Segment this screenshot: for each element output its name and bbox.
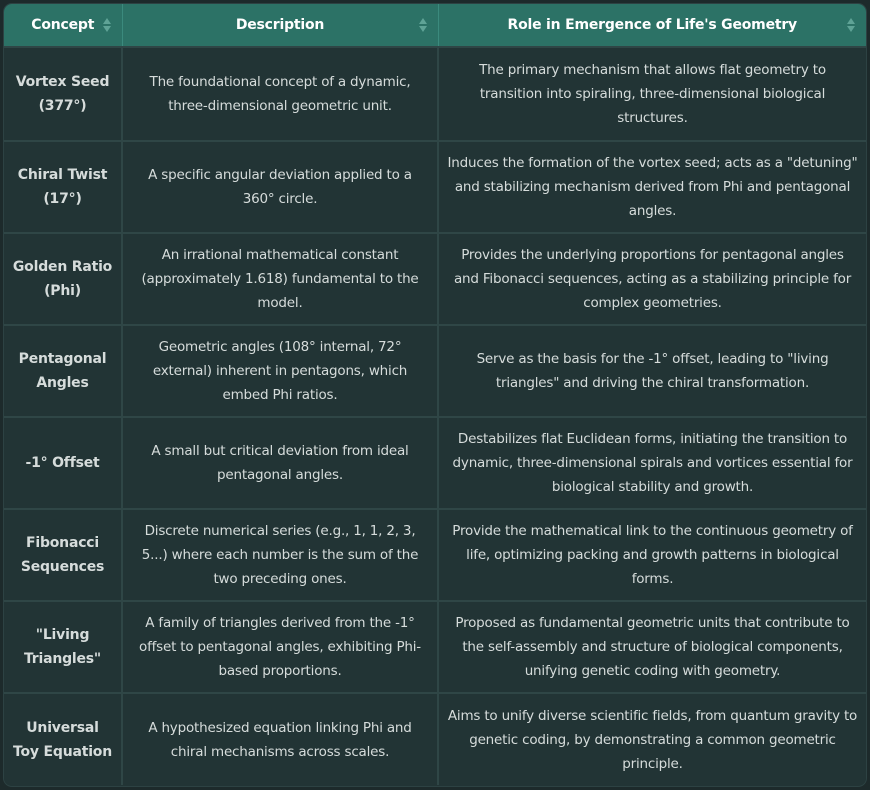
role-cell: Induces the formation of the vortex seed; acts as a "detuning" and stabilizing mechanism derived from Phi and pentagonal angles.	[438, 141, 866, 233]
description-cell: A family of triangles derived from the -1° offset to pentagonal angles, exhibiting Phi-based proportions.	[122, 601, 438, 693]
header-row	[4, 4, 866, 47]
header-description[interactable]	[122, 4, 438, 47]
table-row	[4, 47, 866, 141]
description-cell: The foundational concept of a dynamic, three-dimensional geometric unit.	[122, 47, 438, 141]
role-cell: Proposed as fundamental geometric units that contribute to the self-assembly and structure of biological components, unifying genetic coding with geometry.	[438, 601, 866, 693]
concept-table	[4, 4, 866, 785]
table-row	[4, 141, 866, 233]
sort-icon[interactable]	[102, 17, 112, 33]
role-cell: Destabilizes flat Euclidean forms, initiating the transition to dynamic, three-dimensional spirals and vortices essential for biological stability and growth.	[438, 417, 866, 509]
description-cell: A specific angular deviation applied to a 360° circle.	[122, 141, 438, 233]
role-cell: Provide the mathematical link to the continuous geometry of life, optimizing packing and growth patterns in biological forms.	[438, 509, 866, 601]
description-cell: A small but critical deviation from ideal pentagonal angles.	[122, 417, 438, 509]
table-row	[4, 417, 866, 509]
role-cell: The primary mechanism that allows flat geometry to transition into spiraling, three-dimensional biological structures.	[438, 47, 866, 141]
concept-cell: -1° Offset	[4, 417, 122, 509]
concept-cell: Universal Toy Equation	[4, 693, 122, 785]
table-row	[4, 601, 866, 693]
concept-cell: Pentagonal Angles	[4, 325, 122, 417]
table-row	[4, 509, 866, 601]
concept-cell: Chiral Twist (17°)	[4, 141, 122, 233]
table-row	[4, 233, 866, 325]
concept-cell: Fibonacci Sequences	[4, 509, 122, 601]
header-concept[interactable]	[4, 4, 122, 47]
header-description-label: Description	[235, 17, 325, 33]
description-cell: Discrete numerical series (e.g., 1, 1, 2, 3, 5...) where each number is the sum of the two preceding ones.	[122, 509, 438, 601]
role-cell: Aims to unify diverse scientific fields, from quantum gravity to genetic coding, by demonstrating a common geometric principle.	[438, 693, 866, 785]
header-role-label: Role in Emergence of Life's Geometry	[507, 17, 797, 33]
description-cell: Geometric angles (108° internal, 72° external) inherent in pentagons, which embed Phi ratios.	[122, 325, 438, 417]
table-row	[4, 325, 866, 417]
description-cell: A hypothesized equation linking Phi and chiral mechanisms across scales.	[122, 693, 438, 785]
role-cell: Serve as the basis for the -1° offset, leading to "living triangles" and driving the chiral transformation.	[438, 325, 866, 417]
description-cell: An irrational mathematical constant (approximately 1.618) fundamental to the model.	[122, 233, 438, 325]
concept-cell: "Living Triangles"	[4, 601, 122, 693]
header-role[interactable]	[438, 4, 866, 47]
sort-icon[interactable]	[418, 17, 428, 33]
table-row	[4, 693, 866, 785]
sort-icon[interactable]	[846, 17, 856, 33]
role-cell: Provides the underlying proportions for pentagonal angles and Fibonacci sequences, acting as a stabilizing principle for complex geometries.	[438, 233, 866, 325]
header-concept-label: Concept	[31, 17, 95, 33]
table-container	[4, 4, 866, 786]
concept-cell: Golden Ratio (Phi)	[4, 233, 122, 325]
concept-cell: Vortex Seed (377°)	[4, 47, 122, 141]
